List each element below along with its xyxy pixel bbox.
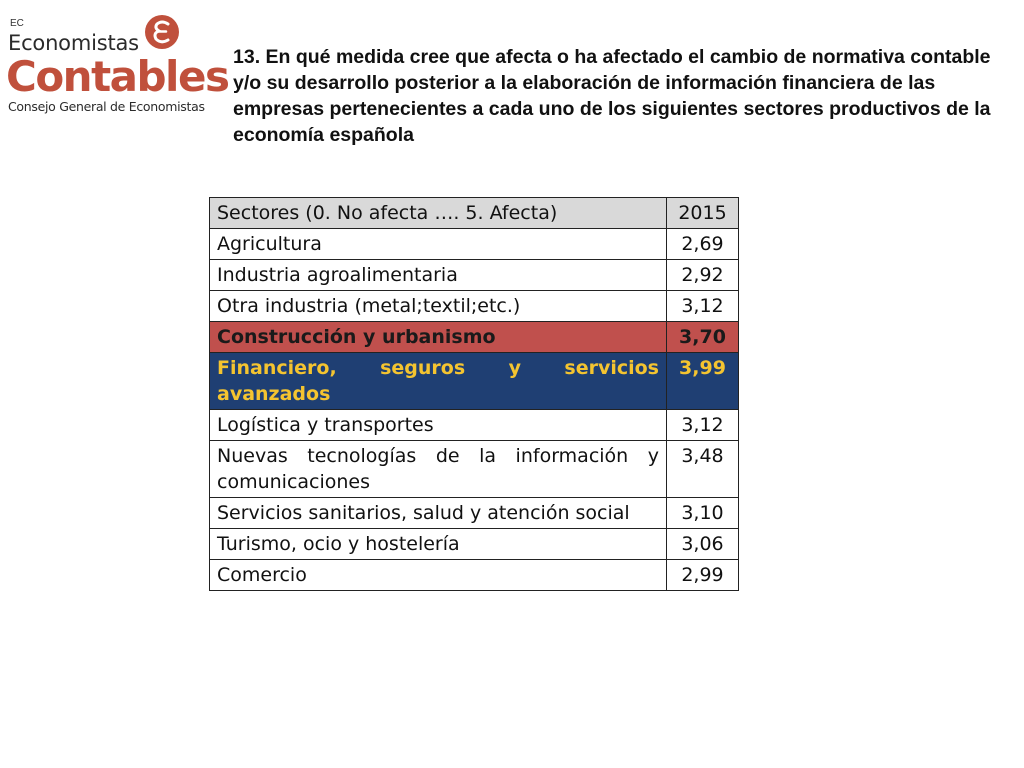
logo-contables-text: Contables [6,52,229,101]
table-row [210,529,739,560]
table-row-highlight-red [210,322,739,353]
row-sector: Servicios sanitarios, salud y atención social [210,498,667,529]
row-value: 3,70 [667,322,739,353]
row-value: 3,99 [667,353,739,410]
question-title: 13. En qué medida cree que afecta o ha afectado el cambio de normativa contable y/o su desarrollo posterior a la elaboración de información financiera de las empresas pertenecientes a cada uno de los siguientes sectores productivos de la economía española [233,46,991,146]
table-row [210,498,739,529]
sector-table [209,197,739,591]
row-sector: Comercio [210,560,667,591]
logo-consejo-text: Consejo General de Economistas [8,99,205,114]
table-row [210,260,739,291]
row-sector: Agricultura [210,229,667,260]
row-value: 2,69 [667,229,739,260]
row-sector: Nuevas tecnologías de la información y comunicaciones [210,441,667,498]
row-value: 3,12 [667,291,739,322]
stylized-e-emblem-icon [144,14,180,50]
header-year: 2015 [667,198,739,229]
table-row [210,291,739,322]
table-header-row [210,198,739,229]
row-value: 3,48 [667,441,739,498]
row-sector: Otra industria (metal;textil;etc.) [210,291,667,322]
table-row [210,229,739,260]
table-row [210,441,739,498]
row-value: 3,12 [667,410,739,441]
table-row [210,560,739,591]
row-value: 2,99 [667,560,739,591]
logo-economistas-text: Economistas [8,31,139,55]
logo [6,14,229,118]
row-sector: Industria agroalimentaria [210,260,667,291]
row-value: 3,10 [667,498,739,529]
row-sector: Logística y transportes [210,410,667,441]
row-sector: Financiero, seguros y servicios avanzados [210,353,667,410]
header-sector: Sectores (0. No afecta …. 5. Afecta) [210,198,667,229]
logo-ec-text: EC [10,18,24,29]
row-sector: Construcción y urbanismo [210,322,667,353]
table-row [210,410,739,441]
table-row-highlight-blue [210,353,739,410]
row-value: 3,06 [667,529,739,560]
row-sector: Turismo, ocio y hostelería [210,529,667,560]
row-value: 2,92 [667,260,739,291]
